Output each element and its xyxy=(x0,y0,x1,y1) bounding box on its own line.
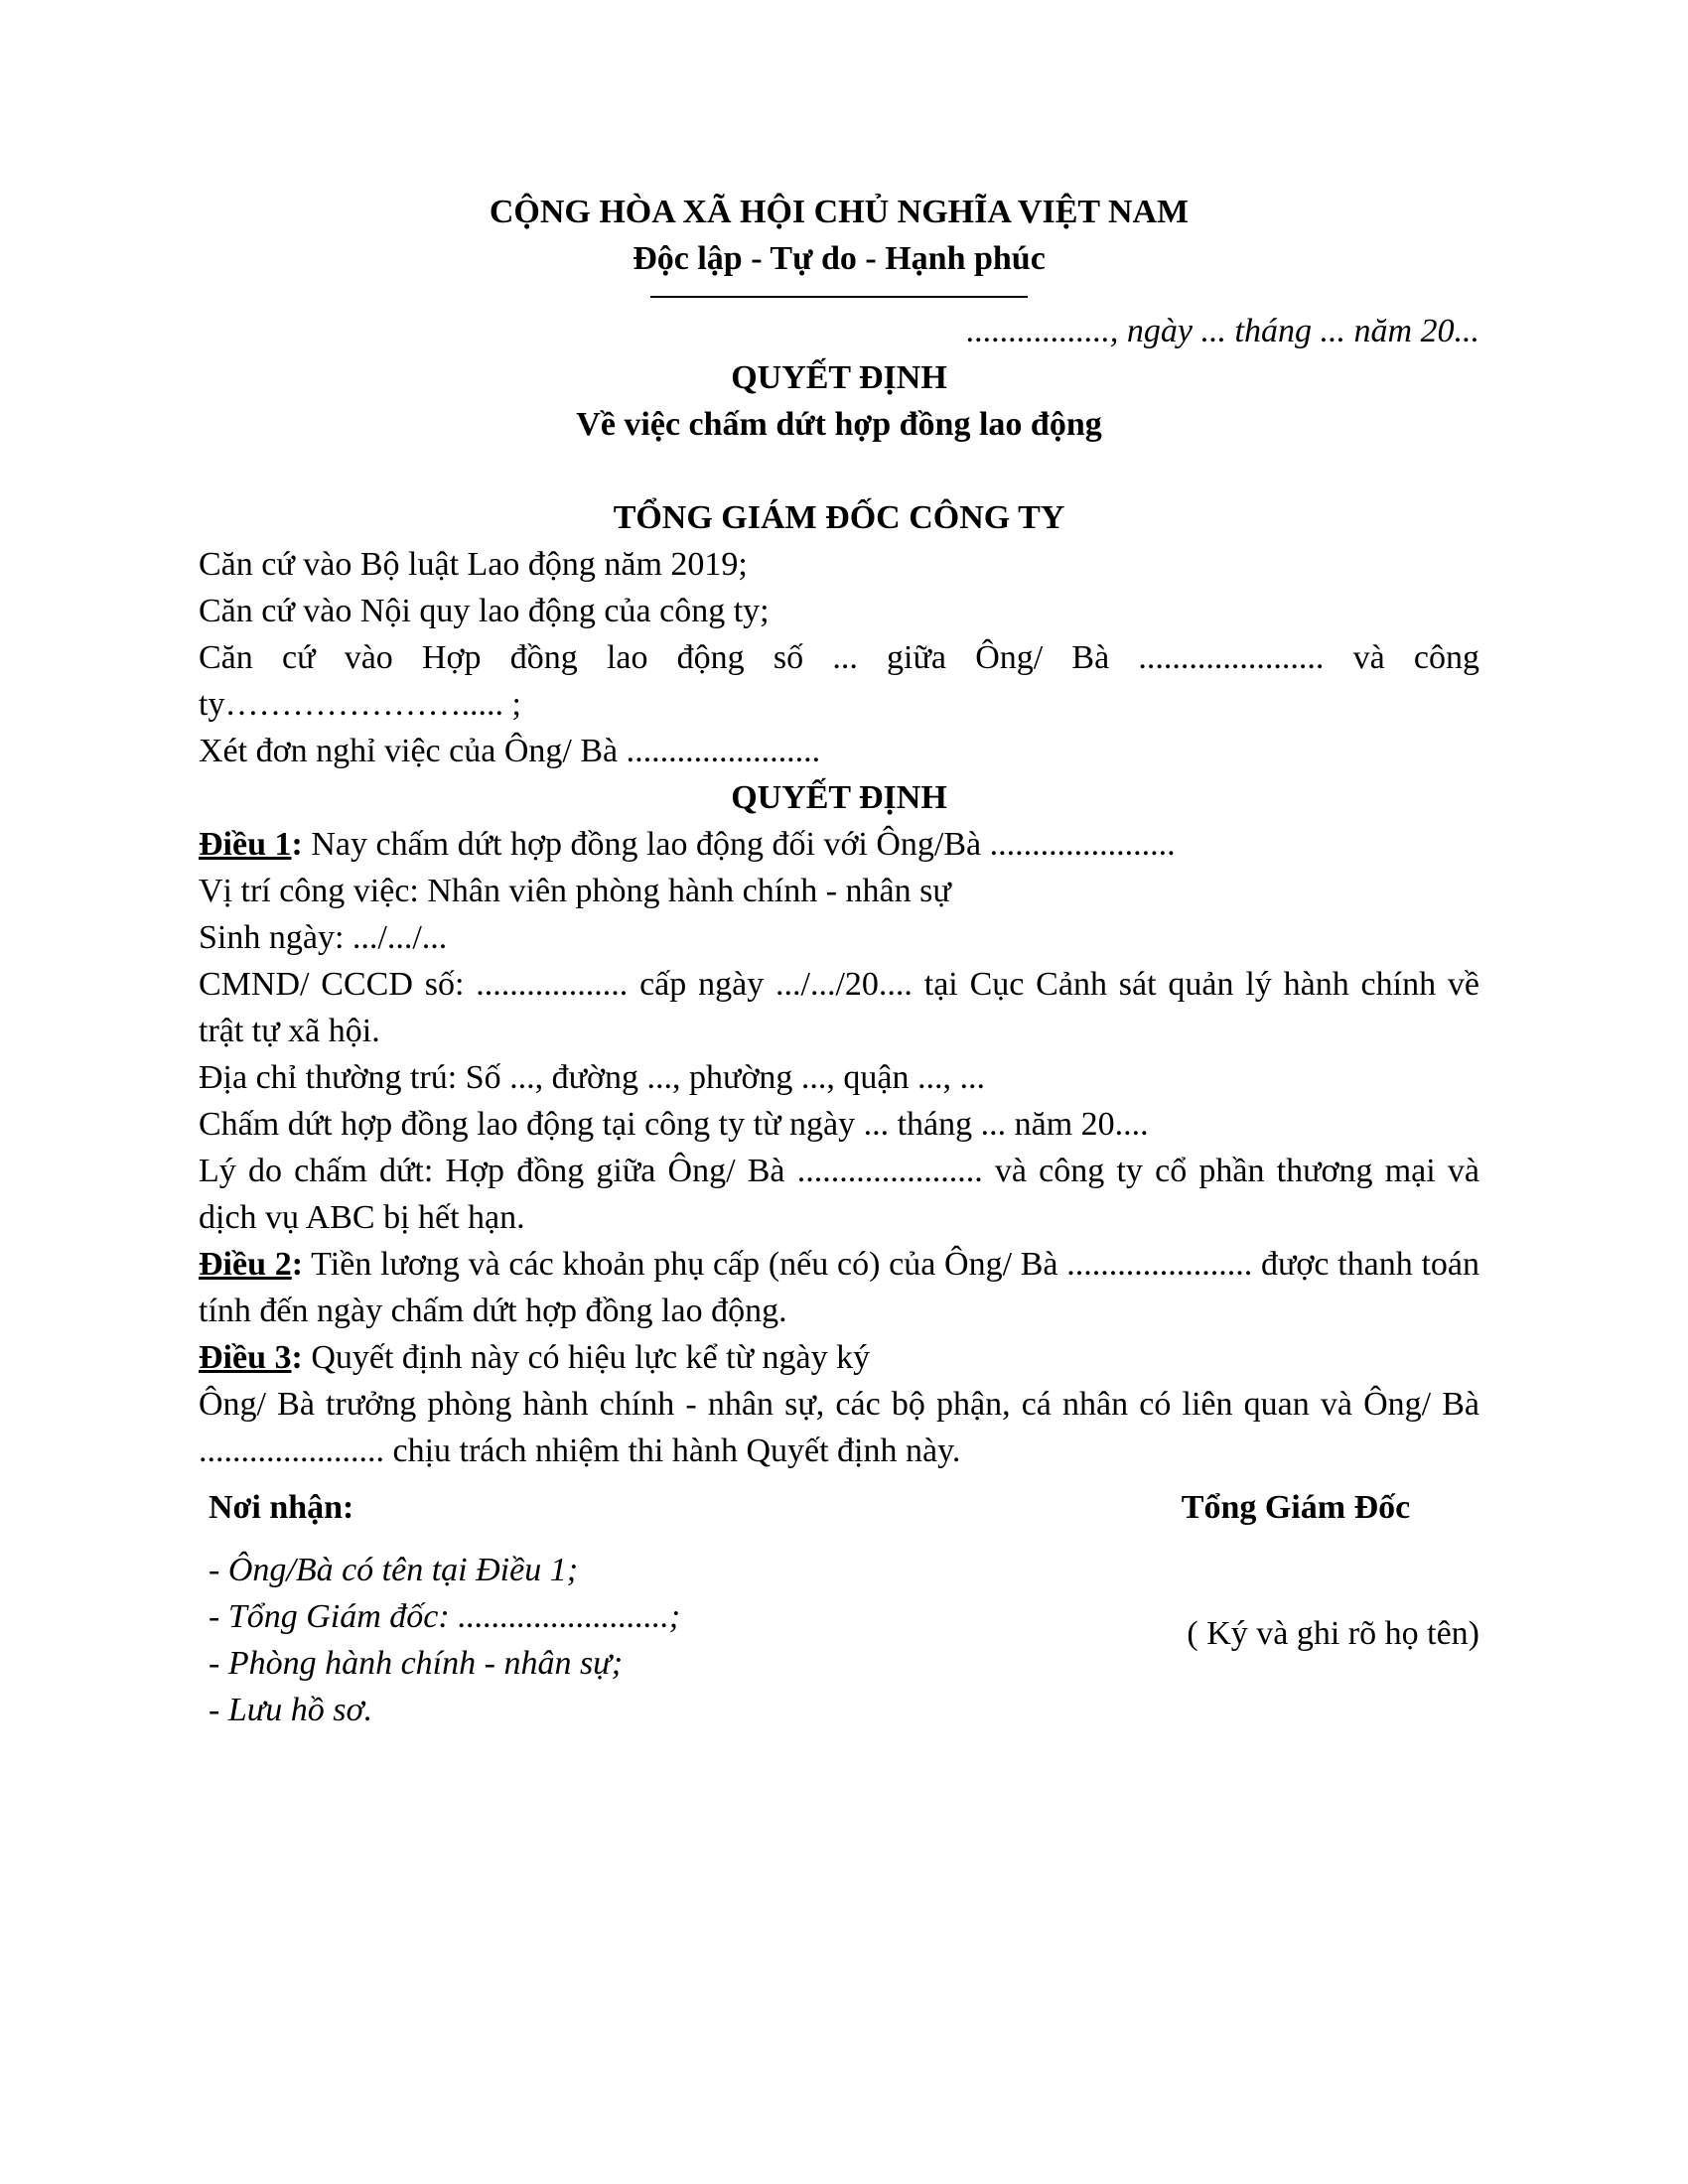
legal-bases xyxy=(199,541,1479,774)
article-1-detail: Lý do chấm dứt: Hợp đồng giữa Ông/ Bà ...................... và công ty cổ phần thương mại và dịch vụ ABC bị hết hạn. xyxy=(199,1153,1479,1236)
document-title: QUYẾT ĐỊNH xyxy=(731,359,947,396)
decision-heading: QUYẾT ĐỊNH xyxy=(731,779,947,816)
article-3-extra: Ông/ Bà trưởng phòng hành chính - nhân sự, các bộ phận, cá nhân có liên quan và Ông/ Bà ...................... chịu trách nhiệm thi hành Quyết định này. xyxy=(199,1386,1479,1469)
signature-section xyxy=(199,1484,1479,1762)
legal-basis-item: Xét đơn nghỉ việc của Ông/ Bà ....................... xyxy=(199,733,821,769)
national-title: CỘNG HÒA XÃ HỘI CHỦ NGHĨA VIỆT NAM xyxy=(489,194,1190,230)
legal-basis-item: Căn cứ vào Bộ luật Lao động năm 2019; xyxy=(199,546,748,583)
article-1-detail: Chấm dứt hợp đồng lao động tại công ty từ ngày ... tháng ... năm 20.... xyxy=(199,1106,1149,1143)
header-divider xyxy=(650,296,1028,298)
recipients-block xyxy=(209,1484,904,1733)
signer-title: Tổng Giám Đốc xyxy=(1181,1489,1411,1526)
article-2-label: Điều 2: xyxy=(199,1246,304,1283)
recipient-item: - Phòng hành chính - nhân sự; xyxy=(209,1645,624,1682)
article-3-text: Quyết định này có hiệu lực kể từ ngày ký xyxy=(302,1339,871,1376)
recipient-item: - Tổng Giám đốc: .........................; xyxy=(209,1598,681,1635)
document-page xyxy=(199,189,1479,1762)
article-3-label: Điều 3: xyxy=(199,1339,303,1376)
article-1-detail: Vị trí công việc: Nhân viên phòng hành chính - nhân sự xyxy=(199,873,951,909)
legal-basis-item: Căn cứ vào Nội quy lao động của công ty; xyxy=(199,593,770,629)
signature-note: ( Ký và ghi rõ họ tên) xyxy=(1187,1615,1479,1652)
article-2 xyxy=(199,1241,1479,1334)
article-1-text: Nay chấm dứt hợp đồng lao động đối với Ông/Bà ...................... xyxy=(302,826,1176,863)
article-1-detail: CMND/ CCCD số: .................. cấp ngày .../.../20.... tại Cục Cảnh sát quản lý hành chính về trật tự xã hội. xyxy=(199,966,1479,1049)
issuing-authority: TỔNG GIÁM ĐỐC CÔNG TY xyxy=(613,499,1065,536)
article-1-label: Điều 1: xyxy=(199,826,303,863)
article-1-detail: Sinh ngày: .../.../... xyxy=(199,919,448,956)
spacer xyxy=(199,448,1479,494)
recipient-item: - Lưu hồ sơ. xyxy=(209,1692,373,1728)
article-2-text: Tiền lương và các khoản phụ cấp (nếu có) của Ông/ Bà ...................... được thanh toán tính đến ngày chấm dứt hợp đồng lao động. xyxy=(199,1246,1479,1329)
date-line: ................., ngày ... tháng ... năm 20... xyxy=(966,313,1479,349)
article-1-detail: Địa chỉ thường trú: Số ..., đường ..., phường ..., quận ..., ... xyxy=(199,1059,986,1096)
article-3 xyxy=(199,1334,1479,1381)
recipients-title: Nơi nhận: xyxy=(209,1489,354,1526)
signer-block xyxy=(1062,1484,1479,1657)
document-subject: Về việc chấm dứt hợp đồng lao động xyxy=(576,406,1102,443)
article-1 xyxy=(199,821,1479,868)
recipient-item: - Ông/Bà có tên tại Điều 1; xyxy=(209,1552,579,1588)
legal-basis-item: Căn cứ vào Hợp đồng lao động số ... giữa Ông/ Bà ...................... và công ty…………………..... ; xyxy=(199,639,1479,723)
national-motto: Độc lập - Tự do - Hạnh phúc xyxy=(633,240,1046,277)
